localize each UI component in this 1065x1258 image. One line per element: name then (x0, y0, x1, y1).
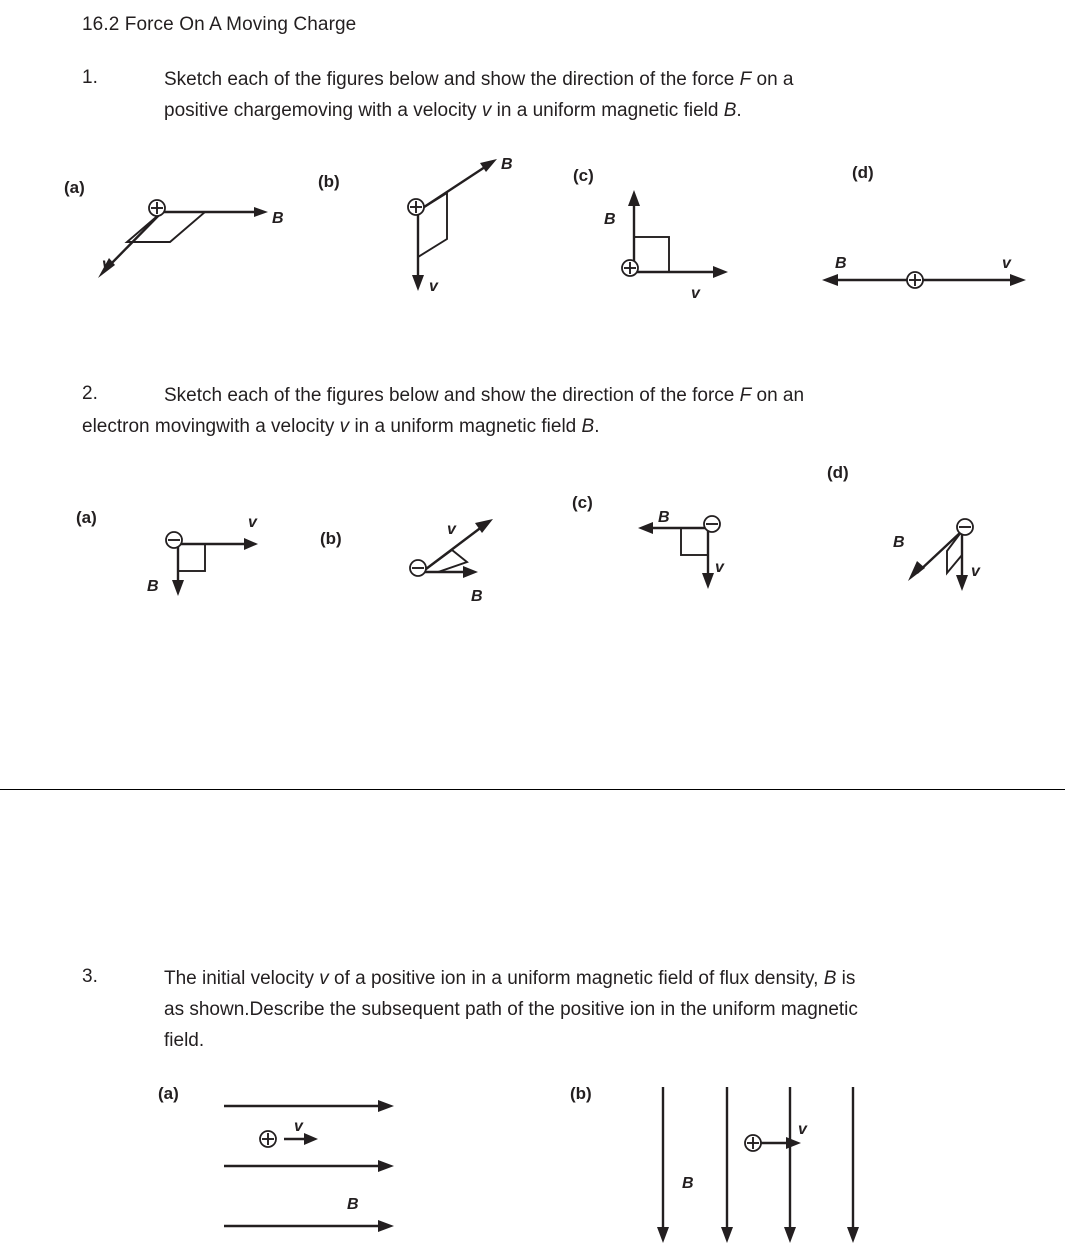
q3-part-b-vector-B: B (682, 1175, 694, 1192)
q2-part-c-vector-v: v (715, 559, 724, 576)
q1-part-a-vector-v: v (102, 256, 111, 273)
question-3-line-1: The initial velocity v of a positive ion in a uniform magnetic field of flux density, B is (164, 968, 856, 989)
q2-part-b-vector-v: v (447, 521, 456, 538)
question-2-line-1: Sketch each of the figures below and show the direction of the force F on an (164, 385, 805, 406)
q2-part-c-vector-B: B (658, 509, 670, 526)
q2-part-b-vector-B: B (471, 588, 483, 605)
q3-part-b-figure (650, 1085, 880, 1255)
q2-part-c-label: (c) (572, 493, 593, 512)
q1-part-d-figure (820, 260, 1030, 300)
q2-part-a-figure (160, 520, 290, 620)
q3-part-a-label: (a) (158, 1084, 179, 1103)
q1-part-d-vector-B: B (835, 255, 847, 272)
q2-part-b-figure (405, 510, 535, 610)
page-divider (0, 789, 1065, 790)
question-3-line-3: field. (164, 1029, 205, 1051)
question-1-number: 1. (82, 67, 98, 88)
q1-part-c-label: (c) (573, 166, 594, 185)
q1-part-c-vector-B: B (604, 211, 616, 228)
question-2-number: 2. (82, 383, 98, 404)
q2-part-a-vector-B: B (147, 578, 159, 595)
q2-part-d-figure (895, 515, 1025, 615)
q2-part-d-vector-v: v (971, 563, 980, 580)
q2-part-a-label: (a) (76, 508, 97, 527)
q1-part-d-vector-v: v (1002, 255, 1011, 272)
q3-part-a-figure (222, 1090, 412, 1235)
q1-part-c-vector-v: v (691, 285, 700, 302)
q1-part-b-vector-v: v (429, 278, 438, 295)
question-1-line-2: positive chargemoving with a velocity v in a uniform magnetic field B. (164, 99, 742, 121)
q2-part-c-figure (630, 515, 760, 615)
q3-part-a-vector-v: v (294, 1118, 303, 1135)
q2-part-a-vector-v: v (248, 514, 257, 531)
q1-part-a-vector-B: B (272, 210, 284, 227)
q1-part-b-vector-B: B (501, 156, 513, 173)
page-heading: 16.2 Force On A Moving Charge (82, 14, 357, 35)
q2-part-d-vector-B: B (893, 534, 905, 551)
q1-part-a-figure (110, 190, 310, 300)
q2-part-b-label: (b) (320, 529, 342, 548)
q1-part-a-label: (a) (64, 178, 85, 197)
q1-part-b-label: (b) (318, 172, 340, 191)
question-2-line-2: electron movingwith a velocity v in a uniform magnetic field B. (82, 416, 600, 437)
question-3-number: 3. (82, 966, 98, 987)
q3-part-b-vector-v: v (798, 1121, 807, 1138)
question-3-line-2: as shown.Describe the subsequent path of the positive ion in the uniform magnetic (164, 998, 858, 1020)
q1-part-b-figure (400, 155, 540, 305)
q3-part-a-vector-B: B (347, 1196, 359, 1213)
q1-part-c-figure (615, 180, 765, 300)
question-1-line-1: Sketch each of the figures below and show the direction of the force F on a (164, 69, 794, 90)
q2-part-d-label: (d) (827, 463, 849, 482)
q1-part-d-label: (d) (852, 163, 874, 182)
q3-part-b-label: (b) (570, 1084, 592, 1103)
